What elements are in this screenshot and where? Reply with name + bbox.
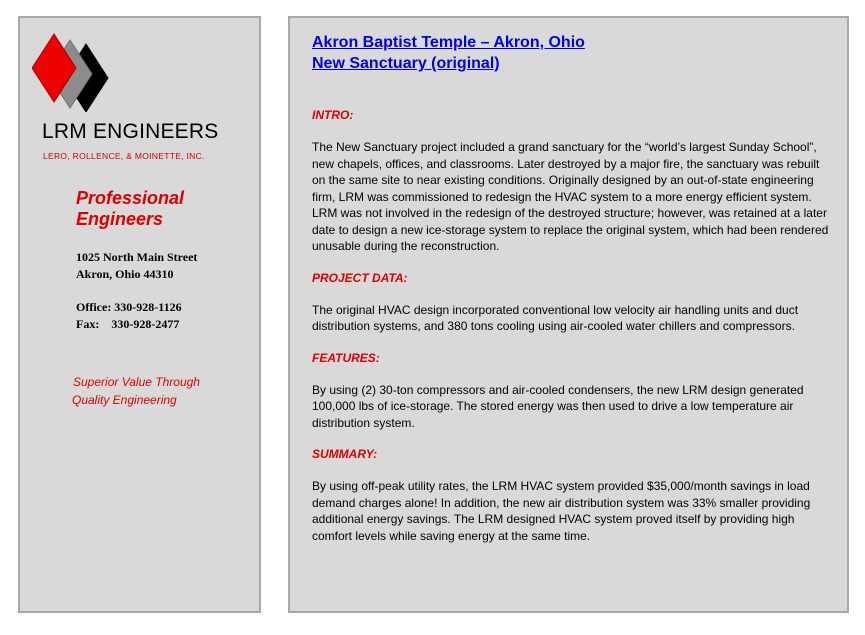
section-text-summary: By using off-peak utility rates, the LRM HVAC system provided $35,000/month savings in load demand charges alone! In addition, the new air distribution system was 33% smaller providing additional energy savings. The LRM designed HVAC system proved itself by providing high comfort levels while saving energy at the same time. [312, 479, 811, 543]
tagline-line2: Quality Engineering [72, 393, 177, 407]
tagline-line1: Superior Value Through [73, 375, 200, 389]
office-phone: Office: 330-928-1126 [76, 300, 182, 314]
section-heading-summary: SUMMARY: [312, 447, 378, 461]
title-link-line2[interactable]: New Sanctuary (original) [312, 55, 500, 72]
address-block [76, 249, 197, 283]
project-description [312, 108, 832, 560]
section-text-project-data: The original HVAC design incorporated conventional low velocity air handling units and duct distribution systems, and 380 tons cooling using air-cooled water chillers and compressors. [312, 302, 799, 333]
section-heading-project-data: PROJECT DATA: [312, 270, 408, 285]
firm-name: LRM ENGINEERS [42, 120, 219, 143]
red-gray-black-diamonds-icon [32, 32, 112, 112]
section-text-intro: The New Sanctuary project included a grand sanctuary for the “world’s largest Sunday School”, new chapels, offices, and classrooms. Later destroyed by a major fire, the sanctuary was rebuilt on the same site to near existing conditions. Originally designed by an out-of-state engineering firm, LRM was commissioned to redesign the HVAC system to a more energy efficient system. LRM was not involved in the redesign of the destroyed structure; however, was retained at a later date to design a new ice-storage system to replace the original system, which had been rendered unusable during the reconstruction. [312, 140, 829, 253]
professional-label: Professional [76, 188, 185, 208]
professional-engineers-heading [76, 188, 236, 230]
fax-number: Fax: 330-928-2477 [76, 317, 180, 331]
engineers-label: Engineers [76, 209, 164, 229]
section-heading-features: FEATURES: [312, 350, 380, 365]
title-link-line1[interactable]: Akron Baptist Temple – Akron, Ohio [312, 34, 585, 51]
main-content-panel [288, 16, 849, 613]
section-heading-intro: INTRO: [312, 108, 354, 122]
address-street: 1025 North Main Street [76, 250, 198, 264]
tagline [73, 373, 200, 409]
address-city: Akron, Ohio 44310 [76, 267, 174, 281]
page-title[interactable] [312, 32, 585, 74]
sidebar-panel [18, 16, 261, 613]
firm-partners: LERO, ROLLENCE, & MOINETTE, INC. [43, 151, 205, 161]
phone-block [76, 299, 182, 333]
section-text-features: By using (2) 30-ton compressors and air-cooled condensers, the new LRM design generated 100,000 lbs of ice-storage. The stored energy was then used to drive a low temperature air distribution system. [312, 382, 804, 430]
